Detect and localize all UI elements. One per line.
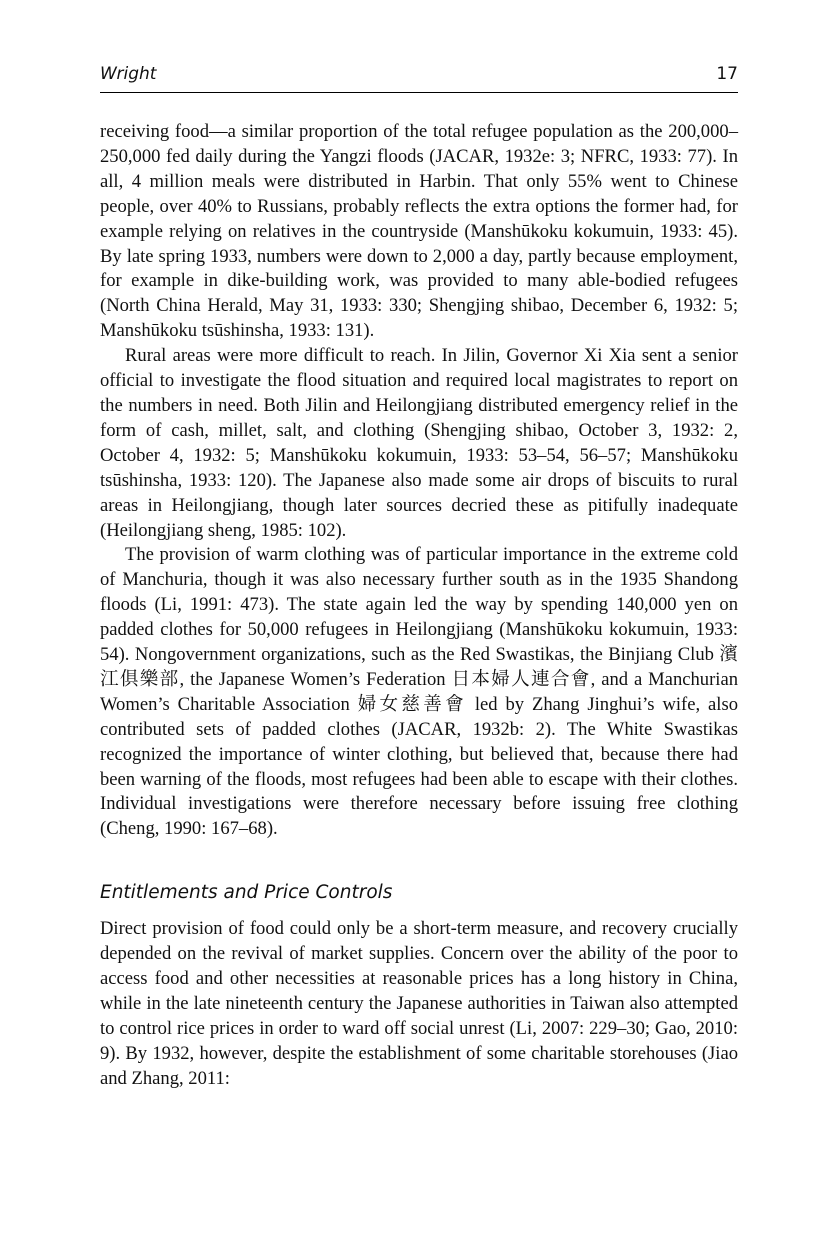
running-head-author: Wright <box>100 64 157 84</box>
paragraph-rural-areas: Rural areas were more difficult to reach. In Jilin, Governor Xi Xia sent a senior official to investigate the flood situation and required local magistrates to report on the numbers in need. Both Jilin and Heilongjiang distributed emergency relief in the form of cash, millet, salt, and clothing (Shengjing shibao, October 3, 1932: 2, October 4, 1932: 5; Manshūkoku kokumuin, 1933: 53–54, 56–57; Manshūkoku tsūshinsha, 1933: 120). The Japanese also made some air drops of biscuits to rural areas in Heilongjiang, though later sources decried these as pitifully inadequate (Heilongjiang sheng, 1985: 102). <box>100 345 738 541</box>
running-head <box>100 62 738 93</box>
paragraph-entitlements: Direct provision of food could only be a short-term measure, and recovery crucially depended on the revival of market supplies. Concern over the ability of the poor to access food and other necessities at reasonable prices has a long history in China, while in the late nineteenth century the Japanese authorities in Taiwan also attempted to control rice prices in order to ward off social unrest (Li, 2007: 229–30; Gao, 2010: 9). By 1932, however, despite the establishment of some charitable storehouses (Jiao and Zhang, 2011: <box>100 918 738 1089</box>
page-number: 17 <box>716 64 738 84</box>
body-text <box>100 120 738 1092</box>
paragraph-continuation: receiving food—a similar proportion of the total refugee population as the 200,000–250,000 fed daily during the Yangzi floods (JACAR, 1932e: 3; NFRC, 1933: 77). In all, 4 million meals were distributed in Harbin. That only 55% went to Chinese people, over 40% to Russians, probably reflects the extra options the former had, for example relying on relatives in the countryside (Manshūkoku kokumuin, 1933: 45). By late spring 1933, numbers were down to 2,000 a day, partly because employment, for example in dike-building work, was provided to many able-bodied refugees (North China Herald, May 31, 1933: 330; Shengjing shibao, December 6, 1932: 5; Manshūkoku tsūshinsha, 1933: 131). <box>100 121 738 342</box>
paragraph-warm-clothing: The provision of warm clothing was of particular importance in the extreme cold of Manchuria, though it was also necessary further south as in the 1935 Shandong floods (Li, 1991: 473). The state again led the way by spending 140,000 yen on padded clothes for 50,000 refugees in Heilongjiang (Manshūkoku kokumuin, 1933: 54). Nongovernment organizations, such as the Red Swastikas, the Binjiang Club 濱江俱樂部, the Japanese Women’s Federation 日本婦人連合會, and a Manchurian Women’s Charitable Association 婦女慈善會 led by Zhang Jinghui’s wife, also contributed sets of padded clothes (JACAR, 1932b: 2). The White Swastikas recognized the importance of winter clothing, but believed that, because there had been warning of the floods, most refugees had been able to escape with their clothes. Individual investigations were therefore necessary before issuing free clothing (Cheng, 1990: 167–68). <box>100 544 738 840</box>
section-heading: Entitlements and Price Controls <box>100 882 393 904</box>
